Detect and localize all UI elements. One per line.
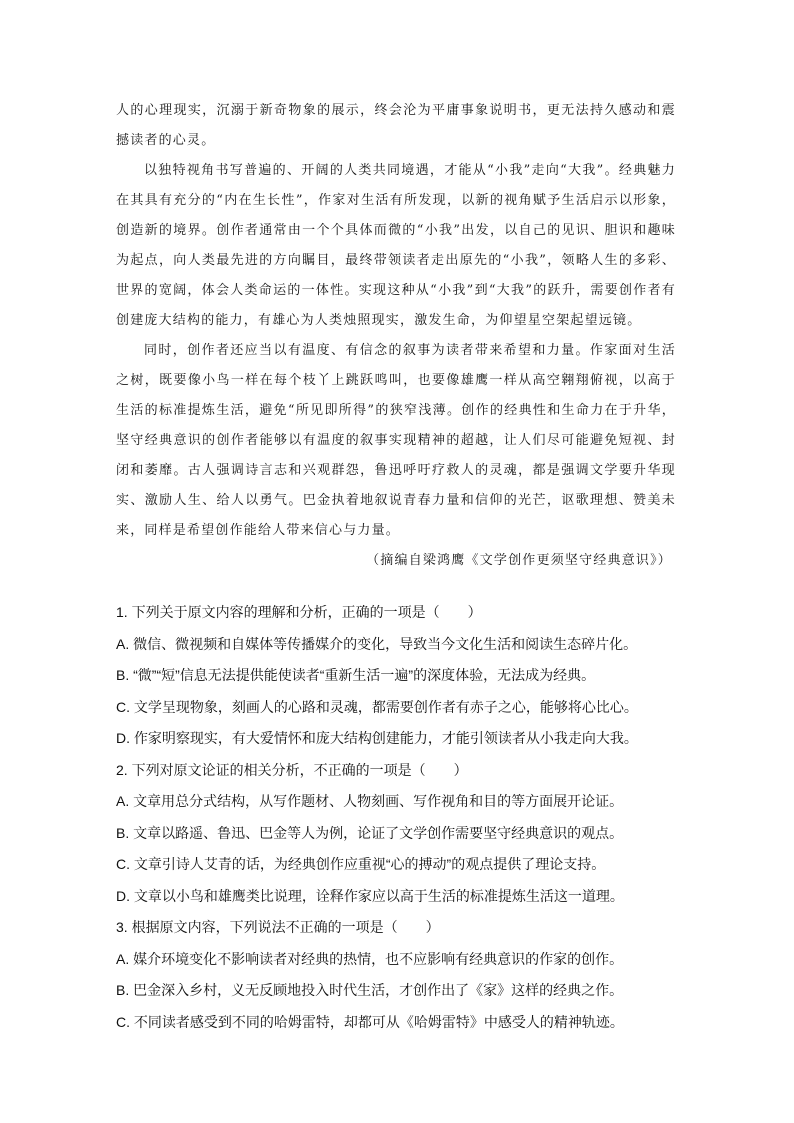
question-1-option-b: B. “微”“短”信息无法提供能使读者“重新生活一遍”的深度体验，无法成为经典。 [116, 667, 596, 683]
question-2-option-d: D. 文章以小鸟和雄鹰类比说理，诠释作家应以高于生活的标准提炼生活这一道理。 [116, 887, 624, 904]
question-3-option-c: C. 不同读者感受到不同的哈姆雷特，却都可从《哈姆雷特》中感受人的精神轨迹。 [116, 1013, 624, 1030]
passage-source: （摘编自梁鸿鹰《文学创作更须坚守经典意识》） [366, 553, 672, 568]
question-1-option-a: A. 微信、微视频和自媒体等传播媒介的变化，导致当今文化生活和阅读生态碎片化。 [116, 635, 638, 652]
question-2-option-a: A. 文章用总分式结构，从写作题材、人物刻画、写作视角和目的等方面展开论证。 [116, 793, 624, 809]
question-2-option-c: C. 文章引诗人艾青的话，为经典创作应重视“心的搏动”的观点提供了理论支持。 [116, 856, 606, 872]
question-1-stem: 1. 下列关于原文内容的理解和分析，正确的一项是（ ） [116, 604, 482, 620]
passage-paragraph-1: 人的心理现实，沉溺于新奇物象的展示，终会沦为平庸事象说明书，更无法持久感动和震撼读者的心灵。 [116, 103, 676, 148]
question-1-option-d: D. 作家明察现实，有大爱情怀和庞大结构创建能力，才能引领读者从小我走向大我。 [116, 730, 638, 746]
question-2-stem: 2. 下列对原文论证的相关分析，不正确的一项是（ ） [116, 761, 468, 778]
question-list [116, 597, 696, 1038]
reading-passage [116, 96, 676, 576]
question-3-option-b: B. 巴金深入乡村，义无反顾地投入时代生活，才创作出了《家》这样的经典之作。 [116, 982, 624, 998]
question-3-stem: 3. 根据原文内容，下列说法不正确的一项是（ ） [116, 919, 440, 935]
question-2-option-b: B. 文章以路遥、鲁迅、巴金等人为例，论证了文学创作需要坚守经典意识的观点。 [116, 824, 624, 841]
passage-paragraph-2: 以独特视角书写普遍的、开阔的人类共同境遇，才能从“小我”走向“大我”。经典魅力在其具有充分的“内在生长性”，作家对生活有所发现，以新的视角赋予生活启示以形象，创造新的境界。创作者通常由一个个具体而微的“小我”出发，以自己的见识、胆识和趣味为起点，向人类最先进的方向瞩目，最终带领读者走出原先的“小我”，领略人生的多彩、世界的宽阔，体会人类命运的一体性。实现这种从“小我”到“大我”的跃升，需要创作者有创建庞大结构的能力，有雄心为人类烛照现实，激发生命，为仰望星空架起望远镜。 [116, 163, 676, 328]
question-1-option-c: C. 文学呈现物象，刻画人的心路和灵魂，都需要创作者有赤子之心，能够将心比心。 [116, 698, 638, 715]
question-3-option-a: A. 媒介环境变化不影响读者对经典的热情，也不应影响有经典意识的作家的创作。 [116, 950, 624, 967]
passage-paragraph-3: 同时，创作者还应当以有温度、有信念的叙事为读者带来希望和力量。作家面对生活之树，既要像小鸟一样在每个枝丫上跳跃鸣叫，也要像雄鹰一样从高空翱翔俯视，以高于生活的标准提炼生活，避免“所见即所得”的狭窄浅薄。创作的经典性和生命力在于升华，坚守经典意识的创作者能够以有温度的叙事实现精神的超越，让人们尽可能避免短视、封闭和萎靡。古人强调诗言志和兴观群怨，鲁迅呼吁疗救人的灵魂，都是强调文学要升华现实、激励人生、给人以勇气。巴金执着地叙说青春力量和信仰的光芒，讴歌理想、赞美未来，同样是希望创作能给人带来信心与力量。 [116, 343, 676, 538]
